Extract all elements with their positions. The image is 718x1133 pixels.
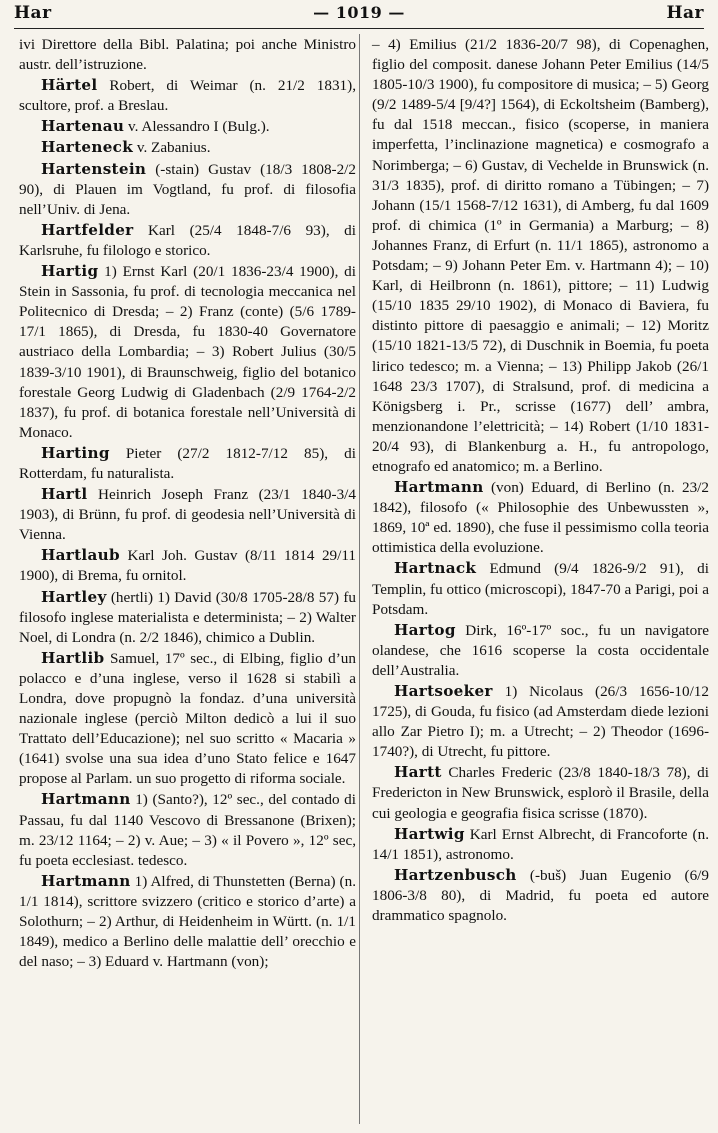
dictionary-entry	[372, 558, 709, 619]
entry-headword: Hartzenbusch	[394, 865, 517, 884]
entry-text: 1) (Santo?), 12º sec., del contado di Passau, fu dal 1140 Vescovo di Bressanone (Brixen); m. 23/12 1164; – 2) v. Aue; – 3) « il Povero », 12º sec, fu poeta ecclesiast. tedesco.	[19, 791, 356, 869]
page-header	[14, 2, 704, 29]
entry-text: Karl Ernst Albrecht, di Francoforte (n. 14/1 1851), astronomo.	[372, 825, 709, 863]
entry-headword: Hartog	[394, 620, 456, 639]
entry-text: (von) Eduard, di Berlino (n. 23/2 1842), filosofo (« Philosophie des Unbewussten », 1869, 10ª ed. 1890), che fuse il pessimismo colla teoria ottimistica della evoluzione.	[372, 479, 709, 557]
entry-text: Edmund (9/4 1826-9/2 91), di Templin, fu ottico (microscopi), 1847-70 a Parigi, poi a Potsdam.	[372, 560, 709, 618]
dictionary-entry	[19, 34, 356, 75]
entry-headword: Hartmann	[394, 478, 484, 497]
dictionary-entry	[19, 75, 356, 116]
entry-text: (hertli) 1) David (30/8 1705-28/8 57) fu filosofo inglese materialista e determinista; – 2) Walter Noel, di Londra (n. 2/2 1846), chimico a Dublin.	[19, 588, 356, 646]
dictionary-entry	[19, 545, 356, 586]
entry-headword: Hartenau	[41, 117, 125, 136]
entry-headword: Härtel	[41, 76, 98, 95]
dictionary-entry	[19, 648, 356, 790]
right-column	[372, 34, 709, 926]
entry-headword: Hartlib	[41, 648, 105, 667]
dictionary-entry	[19, 116, 356, 137]
header-left-guideword: Har	[14, 3, 52, 23]
dictionary-entry	[19, 789, 356, 870]
column-divider	[359, 34, 360, 1124]
entry-headword: Hartt	[394, 763, 442, 782]
entry-text: 1) Ernst Karl (20/1 1836-23/4 1900), di Stein in Sassonia, fu prof. di tecnologia meccanica nel Politecnico di Dresda; – 2) Franz (conte) (5/6 1789-17/1 1865), di Dresda, fu 1830-40 Governatore austriaco della Lombardia; – 3) Robert Julius (30/5 1839-3/10 1901), di Braunschweig, figlio del botanico forestale Georg Ludwig di Gladenbach (2/9 1764-2/2 1837), fu prof. di botanica forestale nell’Università di Monaco.	[19, 263, 356, 441]
dictionary-entry	[372, 681, 709, 762]
page-number: — 1019 —	[313, 3, 405, 22]
entry-headword: Hartsoeker	[394, 682, 493, 700]
entry-text: 1) Alfred, di Thunstetten (Berna) (n. 1/1 1814), scrittore svizzero (critico e storico d’arte) a Solothurn; – 2) Arthur, di Heidenheim in Württ. (n. 1/1 1849), medico a Berlino delle malattie dell’ orecchio e del naso; – 3) Eduard v. Hartmann (von);	[19, 872, 356, 971]
entry-text: Samuel, 17º sec., di Elbing, figlio d’un polacco e d’una inglese, verso il 1628 si stabilì a Londra, dove propugnò la fondaz. d’una università nazionale inglese (perciò Milton dedicò a lui il suo Trattato dell’Educazione); nel suo scritto « Macaria » (1641) svolse una sua idea d’uno Stato felice e 1647 propose al Parlam. un suo progetto di riforma sociale.	[19, 649, 356, 788]
dictionary-entry	[19, 159, 356, 220]
dictionary-entry	[19, 220, 356, 261]
entry-text: v. Alessandro I (Bulg.).	[124, 118, 270, 136]
dictionary-entry	[19, 484, 356, 545]
entry-text: Dirk, 16º-17º soc., fu un navigatore olandese, che 1616 scoperse la costa occidentale dell’Australia.	[372, 621, 709, 679]
dictionary-entry	[372, 477, 709, 558]
entry-headword: Harteneck	[41, 138, 134, 157]
dictionary-entry	[372, 824, 709, 865]
entry-headword: Hartnack	[394, 559, 477, 578]
dictionary-entry	[19, 871, 356, 972]
entry-headword: Hartig	[41, 262, 99, 281]
header-right-guideword: Har	[666, 3, 704, 23]
entry-text: (-stain) Gustav (18/3 1808-2/2 90), di Plauen im Vogtland, fu prof. di filosofia nell’Univ. di Jena.	[19, 160, 356, 218]
entry-headword: Hartl	[41, 485, 88, 504]
entry-headword: Harting	[41, 443, 110, 462]
entry-text: ivi Direttore della Bibl. Palatina; poi anche Ministro austr. dell’istruzione.	[19, 36, 356, 74]
entry-text: – 4) Emilius (21/2 1836-20/7 98), di Copenaghen, figlio del composit. danese Johann Peter Emilius (14/5 1805-10/3 1900), fu compositore di musica; – 5) Georg (9/2 1489-5/4 [9/4?] 1564), di Eckoltsheim (Bamberg), fu dal 1518 meccan., fisico (scoperse, in maniera imperfetta, l’inclinazione magnetica) e cosmografo a Norimberga; – 6) Gustav, di Vechelde in Brunswick (n. 31/3 1835), prof. di diritto romano a Tübingen; – 7) Johann (15/1 1568-7/12 1631), di Amberg, fu dal 1609 prof. di chimica (1º in Germania) a Marburg; – 8) Johannes Franz, di Erfurt (n. 11/1 1865), astronomo a Potsdam; – 9) Johann Peter Em. v. Hartmann 4); – 10) Karl, di Heilbronn (n. 1861), pittore; – 11) Ludwig (15/10 1835 29/10 1902), di Monaco di Baviera, fu distinto pittore di paesaggio e animali; – 12) Moritz (15/10 1821-13/5 72), di Duschnik in Boemia, fu poeta lirico tedesco; m. a Vienna; – 13) Philipp Jakob (26/1 1648 23/3 1707), di Stralsund, prof. di medicina a Königsberg i. Pr., scrisse (1677) dell’ ambra, menzionandone l’elettricità; – 14) Robert (1/10 1831-20/4 93), di Blankenburg a. H., fu antropologo, etnografo ed anatomico; m. a Berlino.	[372, 36, 709, 475]
entry-text: Karl Joh. Gustav (8/11 1814 29/11 1900), di Brema, fu ornitol.	[19, 547, 356, 585]
entry-text: Pieter (27/2 1812-7/12 85), di Rotterdam, fu naturalista.	[19, 444, 356, 482]
entry-headword: Hartlaub	[41, 546, 120, 565]
entry-headword: Hartley	[41, 587, 107, 606]
dictionary-entry	[372, 865, 709, 926]
entry-headword: Hartenstein	[41, 159, 147, 178]
dictionary-entry	[372, 34, 709, 477]
entry-text: Charles Frederic (23/8 1840-18/3 78), di Fredericton in New Brunswick, esplorò il Brasile, della cui geologia e geografia fisica scrisse (1870).	[372, 764, 709, 822]
entry-headword: Hartfelder	[41, 220, 134, 239]
dictionary-entry	[19, 443, 356, 484]
dictionary-entry	[19, 587, 356, 648]
entry-text: (-buš) Juan Eugenio (6/9 1806-3/8 80), di Madrid, fu poeta ed autore drammatico spagnolo.	[372, 866, 709, 925]
entry-headword: Hartmann	[41, 871, 131, 890]
entry-text: Heinrich Joseph Franz (23/1 1840-3/4 1903), di Brünn, fu prof. di geodesia nell’Università di Vienna.	[19, 486, 356, 544]
entry-text: v. Zabanius.	[133, 139, 211, 157]
entry-headword: Hartwig	[394, 824, 465, 843]
dictionary-entry	[19, 261, 356, 443]
entry-text: Karl (25/4 1848-7/6 93), di Karlsruhe, fu filologo e storico.	[19, 221, 356, 259]
dictionary-entry	[19, 137, 356, 158]
entry-text: Robert, di Weimar (n. 21/2 1831), scultore, prof. a Breslau.	[19, 77, 356, 115]
entry-headword: Hartmann	[41, 790, 131, 809]
dictionary-entry	[372, 620, 709, 681]
entry-text: 1) Nicolaus (26/3 1656-10/12 1725), di Gouda, fu fisico (ad Amsterdam diede lezioni allo Zar Pietro I); m. a Utrecht; – 2) Theodor (1696-1740?), di Utrecht, fu pittore.	[372, 683, 709, 761]
left-column	[19, 34, 356, 972]
dictionary-entry	[372, 762, 709, 823]
